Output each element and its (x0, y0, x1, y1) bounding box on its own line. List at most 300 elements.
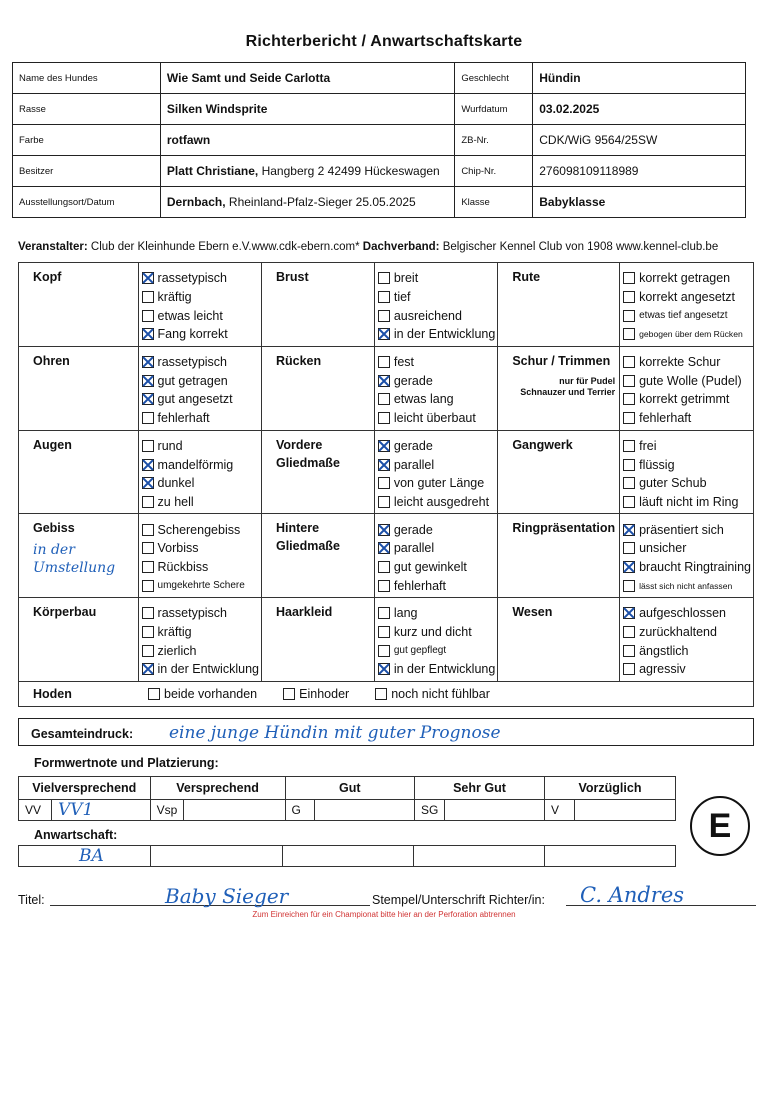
checkbox[interactable] (623, 310, 635, 322)
checkbox[interactable] (378, 272, 390, 284)
checkbox[interactable] (623, 393, 635, 405)
checkbox-option (142, 409, 259, 428)
organizer-label: Veranstalter: (18, 241, 88, 253)
options-cell (138, 430, 261, 514)
option-label: korrekt getragen (639, 271, 731, 286)
checkbox-option (142, 493, 259, 512)
option-label: zu hell (157, 494, 194, 509)
category-cell (261, 598, 374, 682)
checkbox-option (623, 390, 751, 409)
category-cell (19, 263, 139, 347)
option-label: agressiv (639, 662, 686, 677)
evaluation-row (19, 346, 754, 430)
option-label: beide vorhanden (164, 686, 258, 701)
checkbox[interactable] (378, 356, 390, 368)
checkbox[interactable] (623, 477, 635, 489)
breed-label: Rasse (13, 94, 161, 125)
option-label: breit (393, 271, 419, 286)
checkbox-option (142, 576, 259, 595)
checkbox-option (142, 437, 259, 456)
options-cell (374, 346, 497, 430)
checkbox[interactable] (142, 496, 154, 508)
checkbox-option (378, 604, 495, 623)
grading-table (18, 776, 676, 821)
owner-name: Platt Christiane, (166, 164, 259, 178)
grade-header-v: Vorzüglich (544, 777, 675, 800)
checkbox-option (142, 269, 259, 288)
option-label: guter Schub (639, 476, 707, 491)
option-label: korrekt angesetzt (639, 290, 735, 305)
checkbox[interactable] (142, 291, 154, 303)
option-label: parallel (393, 541, 435, 556)
checkbox-option (142, 371, 259, 390)
options-cell (620, 514, 754, 598)
grade-code-sg: SG (415, 800, 445, 821)
option-label: rassetypisch (157, 271, 228, 286)
grade-vsp-entry[interactable] (184, 800, 285, 821)
option-label: zierlich (157, 643, 197, 658)
checkbox[interactable] (623, 663, 635, 675)
checkbox[interactable] (142, 412, 154, 424)
candidacy-entry[interactable]: BA (19, 846, 151, 867)
grade-header-vsp: Versprechend (150, 777, 285, 800)
checkbox-option (378, 576, 495, 595)
category-cell (498, 598, 620, 682)
option-label: frei (639, 438, 657, 453)
category-label: Kopf (33, 270, 62, 284)
option-label: fehlerhaft (393, 578, 446, 593)
options-cell (138, 263, 261, 347)
checkbox[interactable] (142, 524, 154, 536)
grade-code-vsp: Vsp (150, 800, 184, 821)
checkbox[interactable] (142, 645, 154, 657)
grade-vv-entry[interactable]: VV1 (51, 800, 150, 821)
option-label: braucht Ringtraining (639, 559, 751, 574)
category-label: Gangwerk (512, 437, 573, 452)
testicles-row (19, 681, 754, 706)
option-label: gut angesetzt (157, 392, 233, 407)
candidacy-table (18, 845, 676, 867)
option-label: zurückhaltend (639, 625, 717, 640)
overall-label: Gesamteindruck: (31, 727, 134, 741)
checkbox-option (623, 325, 751, 344)
checkbox[interactable] (283, 688, 295, 700)
checkbox-option (623, 604, 751, 623)
checkbox[interactable] (623, 328, 635, 340)
checkbox-checked[interactable] (142, 663, 154, 675)
options-cell (374, 598, 497, 682)
grade-sg-entry[interactable] (445, 800, 545, 821)
checkbox[interactable] (623, 375, 635, 387)
option-label: von guter Länge (393, 476, 485, 491)
checkbox-option (623, 306, 751, 325)
checkbox-option (623, 269, 751, 288)
option-label: fehlerhaft (639, 411, 692, 426)
option-label: präsentiert sich (639, 522, 724, 537)
checkbox-option (142, 390, 259, 409)
evaluation-table (18, 262, 754, 707)
umbrella-text: Belgischer Kennel Club von 1908 www.kennel-club.be (442, 241, 719, 253)
checkbox[interactable] (378, 393, 390, 405)
option-label: gut gepflegt (393, 645, 447, 657)
checkbox[interactable] (623, 291, 635, 303)
category-cell (19, 514, 139, 598)
options-cell (138, 346, 261, 430)
category-cell (261, 346, 374, 430)
checkbox-checked[interactable] (623, 524, 635, 536)
show-value (160, 187, 454, 218)
options-cell (374, 430, 497, 514)
category-label: Augen (33, 437, 72, 452)
checkbox[interactable] (623, 272, 635, 284)
checkbox-option (378, 623, 495, 642)
option-label: aufgeschlossen (639, 606, 726, 621)
show-label: Ausstellungsort/Datum (13, 187, 161, 218)
option-label: in der Entwicklung (393, 662, 496, 677)
category-cell (19, 430, 139, 514)
testicles-option (375, 684, 490, 703)
checkbox[interactable] (378, 412, 390, 424)
option-label: korrekte Schur (639, 355, 721, 370)
option-label: flüssig (639, 457, 675, 472)
checkbox-option (378, 409, 495, 428)
option-label: in der Entwicklung (157, 662, 259, 677)
checkbox-checked[interactable] (142, 393, 154, 405)
checkbox[interactable] (142, 580, 154, 592)
category-cell (498, 346, 620, 430)
checkbox-option (378, 641, 495, 660)
checkbox-option (142, 660, 259, 679)
checkbox-checked[interactable] (142, 328, 154, 340)
checkbox[interactable] (378, 477, 390, 489)
checkbox[interactable] (623, 645, 635, 657)
checkbox[interactable] (142, 440, 154, 452)
checkbox-option (623, 409, 751, 428)
checkbox[interactable] (623, 356, 635, 368)
category-label: Schur / Trimmen (512, 353, 611, 368)
option-label: parallel (393, 457, 435, 472)
option-label: kräftig (157, 625, 192, 640)
checkbox-checked[interactable] (378, 459, 390, 471)
checkbox-option (378, 660, 495, 679)
checkbox[interactable] (623, 580, 635, 592)
checkbox-option (378, 353, 495, 372)
color-label: Farbe (13, 125, 161, 156)
birth-label: Wurfdatum (455, 94, 533, 125)
option-label: rassetypisch (157, 355, 228, 370)
checkbox[interactable] (378, 310, 390, 322)
option-label: leicht überbaut (393, 411, 476, 426)
testicles-option (148, 684, 257, 703)
checkbox[interactable] (142, 561, 154, 573)
title-label: Titel: (18, 893, 45, 907)
checkbox-option (378, 325, 495, 344)
checkbox-checked[interactable] (142, 375, 154, 387)
checkbox-option (142, 539, 259, 558)
checkbox-option (623, 455, 751, 474)
grade-v-entry[interactable] (574, 800, 675, 821)
checkbox-checked[interactable] (623, 607, 635, 619)
checkbox-option (378, 493, 495, 512)
option-label: rund (157, 438, 183, 453)
dog-name-value: Wie Samt und Seide Carlotta (160, 63, 454, 94)
birth-value: 03.02.2025 (533, 94, 746, 125)
owner-value (160, 156, 454, 187)
category-label: Rücken (275, 353, 322, 368)
checkbox-option (378, 539, 495, 558)
option-label: etwas tief angesetzt (639, 310, 728, 322)
grade-header-g: Gut (285, 777, 415, 800)
checkbox-checked[interactable] (378, 663, 390, 675)
option-label: mandelförmig (157, 457, 234, 472)
testicles-line (33, 682, 749, 706)
checkbox[interactable] (378, 645, 390, 657)
category-cell (19, 598, 139, 682)
option-label: dunkel (157, 476, 195, 491)
checkbox[interactable] (375, 688, 387, 700)
checkbox-option (378, 474, 495, 493)
option-label: rassetypisch (157, 606, 228, 621)
category-label: Körperbau (33, 605, 97, 619)
dog-info-table (12, 62, 746, 218)
checkbox-checked[interactable] (378, 375, 390, 387)
checkbox-option (623, 493, 751, 512)
category-cell (19, 346, 139, 430)
checkbox[interactable] (142, 310, 154, 322)
checkbox[interactable] (142, 542, 154, 554)
grade-header-sg: Sehr Gut (415, 777, 545, 800)
evaluation-row (19, 598, 754, 682)
options-cell (620, 430, 754, 514)
option-label: Einhoder (299, 686, 350, 701)
option-label: gerade (393, 522, 433, 537)
candidacy-cell[interactable] (545, 846, 676, 867)
option-label: ängstlich (639, 643, 689, 658)
checkbox[interactable] (378, 561, 390, 573)
checkbox-option (623, 641, 751, 660)
owner-address: Hangberg 2 42499 Hückeswagen (261, 164, 440, 178)
options-cell (138, 514, 261, 598)
candidacy-label: Anwartschaft: (34, 828, 118, 842)
option-label: korrekt getrimmt (639, 392, 730, 407)
checkbox-option (623, 623, 751, 642)
checkbox-checked[interactable] (378, 328, 390, 340)
option-label: gerade (393, 438, 433, 453)
checkbox[interactable] (623, 542, 635, 554)
category-label: Ohren (33, 353, 70, 368)
evaluation-row (19, 514, 754, 598)
option-label: kräftig (157, 290, 192, 305)
owner-label: Besitzer (13, 156, 161, 187)
option-label: ausreichend (393, 308, 462, 323)
checkbox-option (623, 520, 751, 539)
option-label: läuft nicht im Ring (639, 494, 739, 509)
checkbox-option (142, 641, 259, 660)
checkbox[interactable] (142, 607, 154, 619)
checkbox-option (623, 437, 751, 456)
option-label: gut getragen (157, 373, 228, 388)
candidacy-cell[interactable] (150, 846, 282, 867)
grade-g-entry[interactable] (315, 800, 415, 821)
candidacy-cell[interactable] (282, 846, 414, 867)
category-cell (498, 263, 620, 347)
checkbox-option (378, 306, 495, 325)
category-cell (261, 263, 374, 347)
checkbox[interactable] (148, 688, 160, 700)
class-value: Babyklasse (533, 187, 746, 218)
option-label: fest (393, 355, 415, 370)
checkbox-option (378, 455, 495, 474)
show-place: Dernbach, (166, 195, 226, 209)
checkbox-option (142, 623, 259, 642)
evaluation-row (19, 263, 754, 347)
checkbox[interactable] (378, 580, 390, 592)
checkbox-option (623, 353, 751, 372)
option-label: gute Wolle (Pudel) (639, 373, 742, 388)
option-label: Vorbiss (157, 541, 199, 556)
checkbox-checked[interactable] (142, 459, 154, 471)
checkbox-checked[interactable] (378, 542, 390, 554)
checkbox-option (142, 520, 259, 539)
option-label: gut gewinkelt (393, 559, 467, 574)
checkbox-option (623, 558, 751, 577)
stamp-label: Stempel/Unterschrift Richter/in: (372, 893, 545, 907)
color-value: rotfawn (160, 125, 454, 156)
checkbox[interactable] (378, 607, 390, 619)
options-cell (138, 598, 261, 682)
checkbox[interactable] (623, 412, 635, 424)
candidacy-cell[interactable] (414, 846, 545, 867)
perforation-note: Zum Einreichen für ein Championat bitte hier an der Perforation abtrennen (252, 910, 516, 919)
option-label: unsicher (639, 541, 687, 556)
organizer-text: Club der Kleinhunde Ebern e.V.www.cdk-ebern.com* (90, 241, 360, 253)
grade-header-vv: Vielversprechend (19, 777, 151, 800)
handwritten-note: in der Umstellung (33, 542, 116, 577)
checkbox-option (378, 288, 495, 307)
checkbox-checked[interactable] (142, 477, 154, 489)
category-cell (261, 430, 374, 514)
checkbox-option (378, 269, 495, 288)
checkbox-option (378, 558, 495, 577)
option-label: Fang korrekt (157, 327, 228, 342)
checkbox-option (378, 437, 495, 456)
checkbox-option (142, 558, 259, 577)
category-cell (498, 514, 620, 598)
option-label: tief (393, 290, 411, 305)
checkbox-option (623, 474, 751, 493)
chip-label: Chip-Nr. (455, 156, 533, 187)
grade-code-v: V (544, 800, 574, 821)
options-cell (374, 514, 497, 598)
category-cell (261, 514, 374, 598)
evaluation-body (19, 263, 754, 682)
checkbox[interactable] (378, 496, 390, 508)
checkbox-checked[interactable] (142, 356, 154, 368)
checkbox-checked[interactable] (623, 561, 635, 573)
checkbox[interactable] (623, 496, 635, 508)
options-cell (620, 598, 754, 682)
option-label: Scherengebiss (157, 522, 241, 537)
checkbox-checked[interactable] (378, 524, 390, 536)
option-label: Rückbiss (157, 559, 209, 574)
checkbox[interactable] (378, 626, 390, 638)
overall-box (18, 718, 754, 746)
checkbox-option (142, 604, 259, 623)
signature: C. Andres (580, 883, 685, 907)
checkbox-option (623, 371, 751, 390)
option-label: lang (393, 606, 418, 621)
option-label: noch nicht fühlbar (391, 686, 490, 701)
chip-value: 276098109118989 (533, 156, 746, 187)
category-label: Vordere Gliedmaße (275, 437, 340, 470)
show-detail: Rheinland-Pfalz-Sieger 25.05.2025 (228, 195, 416, 209)
option-label: in der Entwicklung (393, 327, 496, 342)
checkbox-option (623, 576, 751, 595)
option-label: kurz und dicht (393, 625, 472, 640)
checkbox-option (142, 353, 259, 372)
breed-value: Silken Windsprite (160, 94, 454, 125)
checkbox-option (142, 306, 259, 325)
checkbox-option (142, 455, 259, 474)
sex-label: Geschlecht (455, 63, 533, 94)
checkbox-option (378, 390, 495, 409)
option-label: gebogen über dem Rücken (639, 329, 743, 340)
category-label: Wesen (512, 605, 553, 619)
option-label: lässt sich nicht anfassen (639, 580, 733, 591)
options-cell (374, 263, 497, 347)
checkbox[interactable] (623, 459, 635, 471)
checkbox[interactable] (623, 440, 635, 452)
dog-name-label: Name des Hundes (13, 63, 161, 94)
checkbox-option (142, 288, 259, 307)
checkbox-option (378, 371, 495, 390)
checkbox[interactable] (378, 291, 390, 303)
umbrella-label: Dachverband: (362, 241, 440, 253)
grade-code-vv: VV (19, 800, 52, 821)
option-label: etwas lang (393, 392, 454, 407)
category-label: Hintere Gliedmaße (275, 521, 340, 554)
category-cell (498, 430, 620, 514)
option-label: fehlerhaft (157, 411, 210, 426)
title-handwritten: Baby Sieger (165, 884, 289, 908)
checkbox-checked[interactable] (142, 272, 154, 284)
organizer-line (18, 241, 718, 253)
checkbox-option (623, 660, 751, 679)
category-label: Gebiss (33, 521, 75, 536)
class-label: Klasse (455, 187, 533, 218)
e-badge: E (690, 796, 750, 856)
grading-label: Formwertnote und Platzierung: (34, 756, 219, 770)
category-label: Rute (512, 270, 541, 284)
checkbox[interactable] (623, 626, 635, 638)
checkbox-option (142, 474, 259, 493)
studbook-value: CDK/WiG 9564/25SW (533, 125, 746, 156)
checkbox-option (623, 288, 751, 307)
option-label: gerade (393, 373, 433, 388)
grade-code-g: G (285, 800, 315, 821)
overall-handwritten: eine junge Hündin mit guter Prognose (169, 723, 501, 743)
option-label: umgekehrte Schere (157, 580, 245, 592)
testicles-label: Hoden (33, 686, 72, 701)
checkbox[interactable] (142, 626, 154, 638)
checkbox-option (623, 539, 751, 558)
options-cell (620, 263, 754, 347)
category-label: Ringpräsentation (512, 521, 616, 536)
option-label: leicht ausgedreht (393, 494, 490, 509)
checkbox-checked[interactable] (378, 440, 390, 452)
category-label: Brust (275, 270, 309, 284)
form-title: Richterbericht / Anwartschaftskarte (245, 33, 523, 50)
